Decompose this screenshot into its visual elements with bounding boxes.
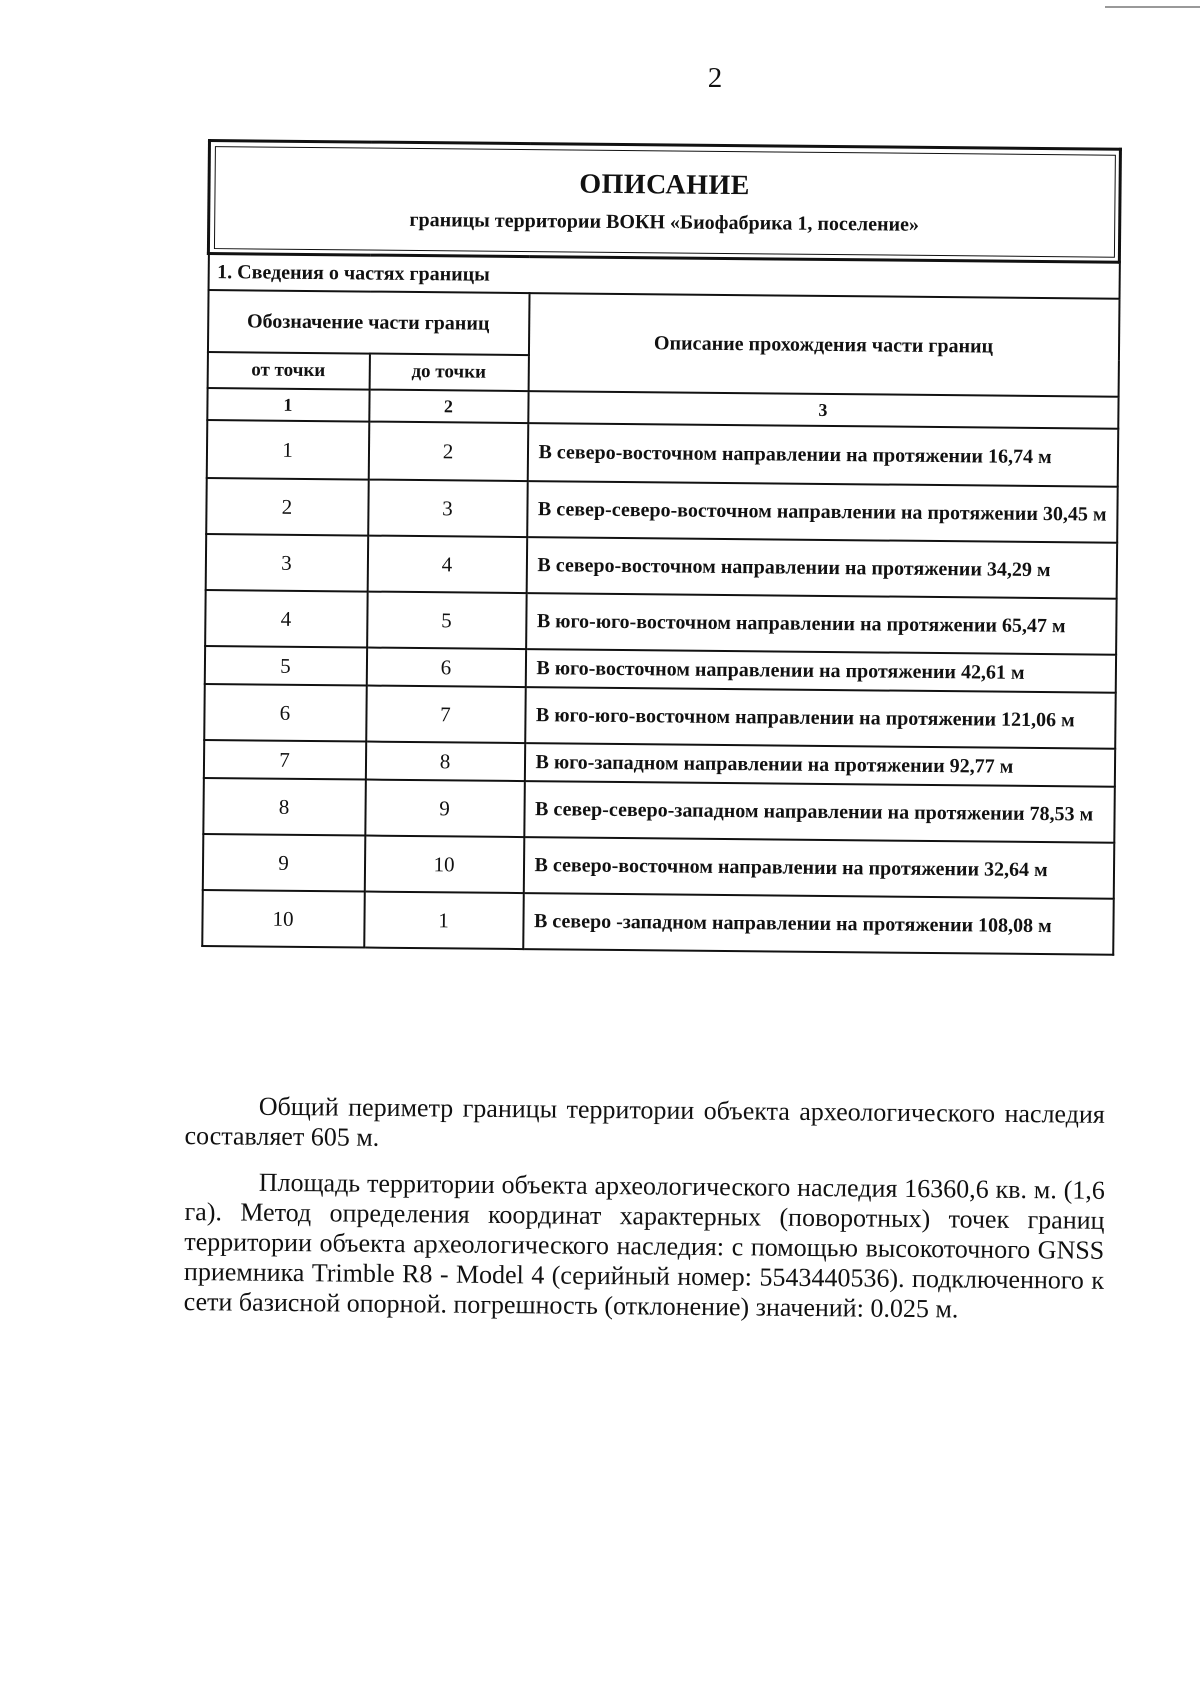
column-number: 1 (207, 388, 369, 422)
perimeter-paragraph: Общий периметр границы территории объекта археологического наследия составляет 605 м. (184, 1091, 1105, 1152)
table-row (203, 778, 1114, 843)
from-point: 5 (204, 646, 366, 686)
from-point: 8 (203, 778, 366, 836)
table-title-block (208, 141, 1120, 263)
table-row (205, 534, 1116, 599)
table-row (204, 684, 1115, 749)
from-point: 9 (202, 834, 365, 892)
from-point: 7 (203, 740, 365, 780)
header-parts: Обозначение части границ (207, 290, 529, 355)
section-heading: 1. Сведения о частях границы (208, 254, 1119, 299)
table-subtitle: границы территории ВОКН «Биофабрика 1, поселение» (409, 208, 920, 236)
segment-description: В север-северо-восточном направлении на протяжении 30,45 м (527, 481, 1118, 543)
header-from-point: от точки (207, 352, 369, 390)
from-point: 6 (204, 684, 367, 742)
segment-description: В северо-восточном направлении на протяжении 34,29 м (526, 537, 1117, 599)
to-point: 9 (365, 780, 525, 838)
page-number: 2 (707, 62, 723, 94)
to-point: 3 (368, 480, 528, 538)
to-point: 10 (364, 836, 524, 894)
table-row (202, 834, 1113, 899)
table-row (206, 420, 1118, 487)
table-title: ОПИСАНИЕ (579, 168, 751, 201)
to-point: 5 (367, 592, 527, 650)
table-row (202, 890, 1113, 955)
segment-description: В юго-юго-восточном направлении на протяжении 121,06 м (525, 687, 1116, 749)
to-point: 2 (368, 422, 528, 482)
from-point: 3 (205, 534, 368, 592)
area-method-paragraph: Площадь территории объекта археологического наследия 16360,6 кв. м. (1,6 га). Метод определения координат характерных (поворотных) точек границ территории объекта археологического наследия: с помощью высокоточного GNSS приемника Trimble R8 - Model 4 (серийный номер: 5543440536). подключенного к сети базисной опорной. погрешность (отклонение) значений: 0.025 м. (183, 1167, 1105, 1324)
to-point: 4 (367, 536, 527, 594)
segment-description: В юго-западном направлении на протяжении 92,77 м (524, 743, 1114, 787)
column-number: 2 (369, 390, 528, 424)
segment-description: В северо -западном направлении на протяжении 108,08 м (523, 893, 1114, 955)
segment-description: В юго-юго-восточном направлении на протяжении 65,47 м (526, 593, 1117, 655)
header-description: Описание прохождения части границ (528, 293, 1119, 397)
to-point: 8 (365, 742, 524, 782)
segment-description: В юго-восточном направлении на протяжении 42,61 м (525, 649, 1115, 693)
segment-description: В северо-восточном направлении на протяжении 16,74 м (527, 423, 1118, 487)
from-point: 4 (205, 590, 368, 648)
header-to-point: до точки (369, 354, 528, 392)
column-number: 3 (528, 391, 1118, 429)
from-point: 10 (202, 890, 365, 948)
from-point: 2 (206, 478, 369, 536)
segment-description: В северо-восточном направлении на протяжении 32,64 м (523, 837, 1114, 899)
table-row (206, 478, 1117, 543)
to-point: 7 (366, 686, 526, 744)
to-point: 1 (364, 892, 524, 950)
scan-edge-mark (1105, 6, 1200, 8)
segment-description: В север-северо-западном направлении на протяжении 78,53 м (524, 781, 1115, 843)
from-point: 1 (206, 420, 369, 480)
boundary-description-table (200, 139, 1122, 956)
to-point: 6 (366, 648, 525, 688)
table-row (205, 590, 1116, 655)
